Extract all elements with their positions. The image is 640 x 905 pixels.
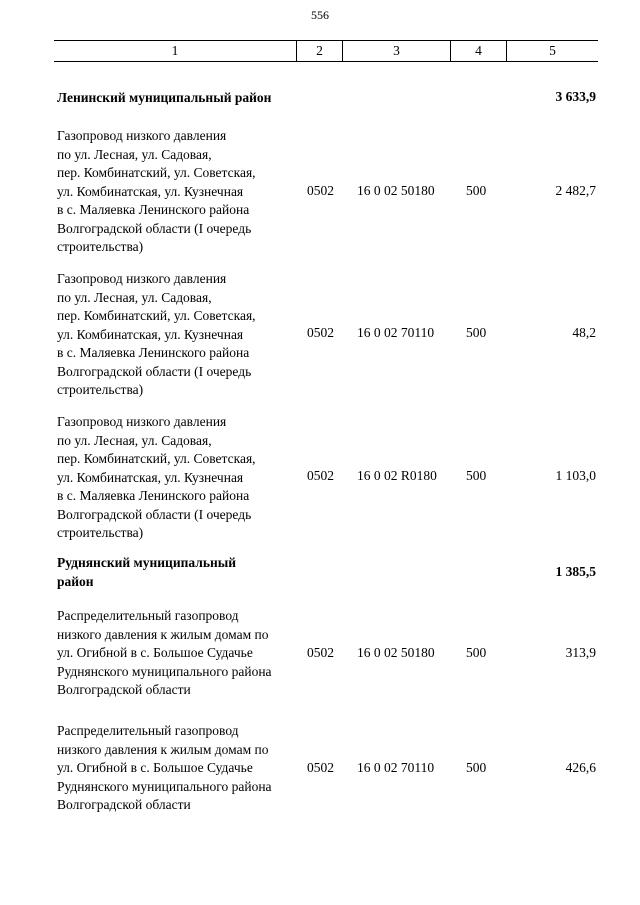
target-code: 16 0 02 R0180 — [357, 468, 437, 483]
description-line: низкого давления к жилым домам по — [57, 626, 269, 642]
description-line: Газопровод низкого давления — [57, 414, 227, 429]
item-description — [57, 722, 302, 815]
description-line: в с. Маляевка Ленинского района — [57, 345, 250, 360]
description-line: в с. Маляевка Ленинского района — [57, 488, 250, 503]
page-number: 556 — [311, 8, 329, 22]
description-line: Волгоградской области (I очередь — [57, 506, 252, 522]
item-description — [57, 607, 302, 700]
section-code: 0502 — [307, 468, 334, 483]
description-line: Руднянского муниципального района — [57, 663, 272, 679]
expense-type: 500 — [466, 645, 487, 660]
description-line: по ул. Лесная, ул. Садовая, — [57, 432, 212, 448]
section-title — [57, 554, 302, 591]
description-line: низкого давления к жилым домам по — [57, 741, 269, 757]
item-description — [57, 127, 302, 257]
description-line: ул. Огибной в с. Большое Судачье — [57, 760, 253, 775]
target-code: 16 0 02 70110 — [357, 760, 435, 775]
amount: 48,2 — [572, 325, 596, 340]
description-line: строительства) — [57, 239, 144, 254]
amount: 426,6 — [565, 760, 596, 775]
section-title-line: район — [57, 573, 94, 589]
description-line: строительства) — [57, 525, 144, 540]
description-line: пер. Комбинатский, ул. Советская, — [57, 165, 256, 180]
description-line: Распределительный газопровод — [57, 608, 239, 623]
description-line: ул. Комбинатская, ул. Кузнечная — [57, 183, 244, 199]
section-code: 0502 — [307, 645, 334, 660]
expense-type: 500 — [466, 468, 487, 483]
section-amount: 3 633,9 — [555, 89, 596, 104]
description-line: Волгоградской области (I очередь — [57, 363, 252, 379]
description-line: Газопровод низкого давления — [57, 271, 227, 286]
description-line: Распределительный газопровод — [57, 723, 239, 738]
description-line: пер. Комбинатский, ул. Советская, — [57, 308, 256, 323]
description-line: Газопровод низкого давления — [57, 128, 227, 143]
description-line: ул. Комбинатская, ул. Кузнечная — [57, 326, 244, 342]
description-line: пер. Комбинатский, ул. Советская, — [57, 451, 256, 466]
header-col-4: 4 — [451, 41, 507, 61]
amount: 1 103,0 — [555, 468, 596, 483]
description-line: Волгоградской области — [57, 682, 191, 697]
description-line: строительства) — [57, 382, 144, 397]
item-description — [57, 413, 302, 543]
section-code: 0502 — [307, 760, 334, 775]
description-line: Руднянского муниципального района — [57, 778, 272, 794]
section-amount: 1 385,5 — [555, 564, 596, 579]
section-code: 0502 — [307, 183, 334, 198]
target-code: 16 0 02 70110 — [357, 325, 435, 340]
description-line: ул. Огибной в с. Большое Судачье — [57, 645, 253, 660]
expense-type: 500 — [466, 183, 487, 198]
section-code: 0502 — [307, 325, 334, 340]
section-title — [57, 89, 302, 108]
section-title-line: Ленинский муниципальный район — [57, 90, 272, 105]
description-line: в с. Маляевка Ленинского района — [57, 202, 250, 217]
description-line: Волгоградской области (I очередь — [57, 220, 252, 236]
header-col-2: 2 — [297, 41, 343, 61]
expense-type: 500 — [466, 760, 487, 775]
header-col-5: 5 — [549, 43, 556, 58]
item-description — [57, 270, 302, 400]
description-line: ул. Комбинатская, ул. Кузнечная — [57, 469, 244, 485]
description-line: Волгоградской области — [57, 797, 191, 812]
expense-type: 500 — [466, 325, 487, 340]
description-line: по ул. Лесная, ул. Садовая, — [57, 146, 212, 162]
section-title-line: Руднянский муниципальный — [57, 555, 237, 570]
header-col-3: 3 — [343, 41, 451, 61]
target-code: 16 0 02 50180 — [357, 183, 435, 198]
header-col-1: 1 — [54, 41, 297, 61]
table-header — [54, 40, 598, 62]
amount: 2 482,7 — [555, 183, 596, 198]
amount: 313,9 — [565, 645, 596, 660]
description-line: по ул. Лесная, ул. Садовая, — [57, 289, 212, 305]
target-code: 16 0 02 50180 — [357, 645, 435, 660]
